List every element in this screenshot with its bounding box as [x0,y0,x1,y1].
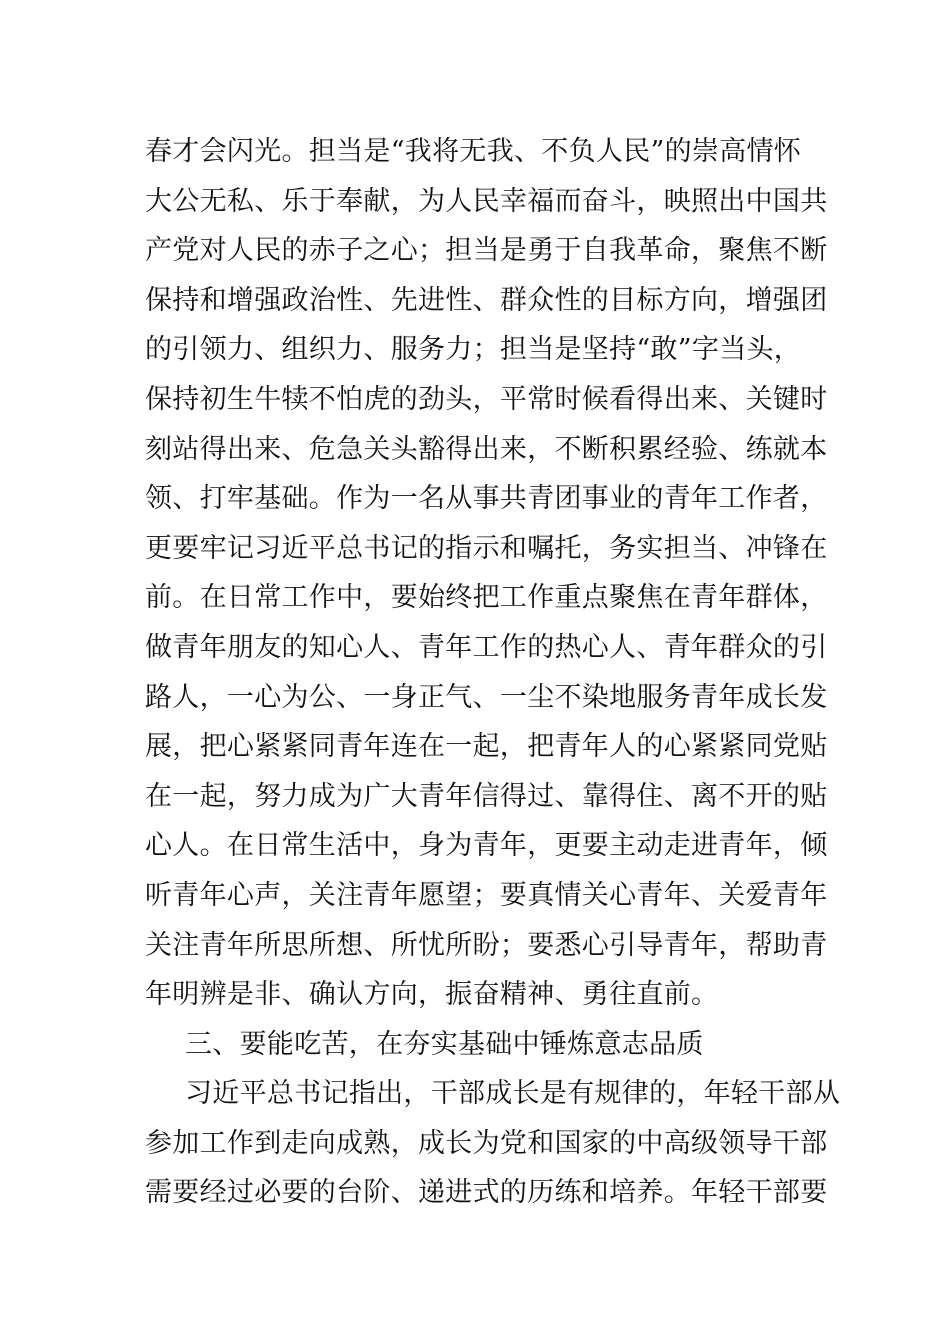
body-text [145,127,841,1218]
text-line: 听青年心声，关注青年愿望；要真情关心青年、关爱青年 [145,879,828,911]
text-line: 更要牢记习近平总书记的指示和嘱托，务实担当、冲锋在 [145,532,828,564]
text-line: 前。在日常工作中，要始终把工作重点聚焦在青年群体， [145,582,828,614]
text-line: 领、打牢基础。作为一名从事共青团事业的青年工作者， [145,483,828,515]
text-line: 关注青年所思所想、所忧所盼；要悉心引导青年，帮助青 [145,929,828,961]
text-line: 参加工作到走向成熟，成长为党和国家的中高级领导干部 [145,1127,828,1159]
text-line: 需要经过必要的台阶、递进式的历练和培养。年轻干部要 [145,1177,828,1209]
text-line: 习近平总书记指出，干部成长是有规律的，年轻干部从 [185,1078,841,1110]
text-line: 展，把心紧紧同青年连在一起，把青年人的心紧紧同党贴 [145,731,828,763]
section-heading: 三、要能吃苦，在夯实基础中锤炼意志品质 [185,1028,704,1060]
text-line: 大公无私、乐于奉献，为人民幸福而奋斗，映照出中国共 [145,185,828,217]
text-line: 年明辨是非、确认方向，振奋精神、勇往直前。 [145,979,719,1011]
text-line: 刻站得出来、危急关头豁得出来，不断积累经验、练就本 [145,433,828,465]
text-line: 的引领力、组织力、服务力；担当是坚持“敢”字当头， [145,334,802,366]
text-line: 路人，一心为公、一身正气、一尘不染地服务青年成长发 [145,681,828,713]
text-line: 做青年朋友的知心人、青年工作的热心人、青年群众的引 [145,631,828,663]
text-line: 春才会闪光。担当是“我将无我、不负人民”的崇高情怀 [145,136,802,167]
text-line: 在一起，努力成为广大青年信得过、靠得住、离不开的贴 [145,780,828,812]
text-line: 保持和增强政治性、先进性、群众性的目标方向，增强团 [145,284,828,316]
text-line: 产党对人民的赤子之心；担当是勇于自我革命，聚焦不断 [145,235,828,267]
text-line: 心人。在日常生活中，身为青年，更要主动走进青年，倾 [145,830,828,862]
text-line: 保持初生牛犊不怕虎的劲头，平常时候看得出来、关键时 [145,383,828,415]
